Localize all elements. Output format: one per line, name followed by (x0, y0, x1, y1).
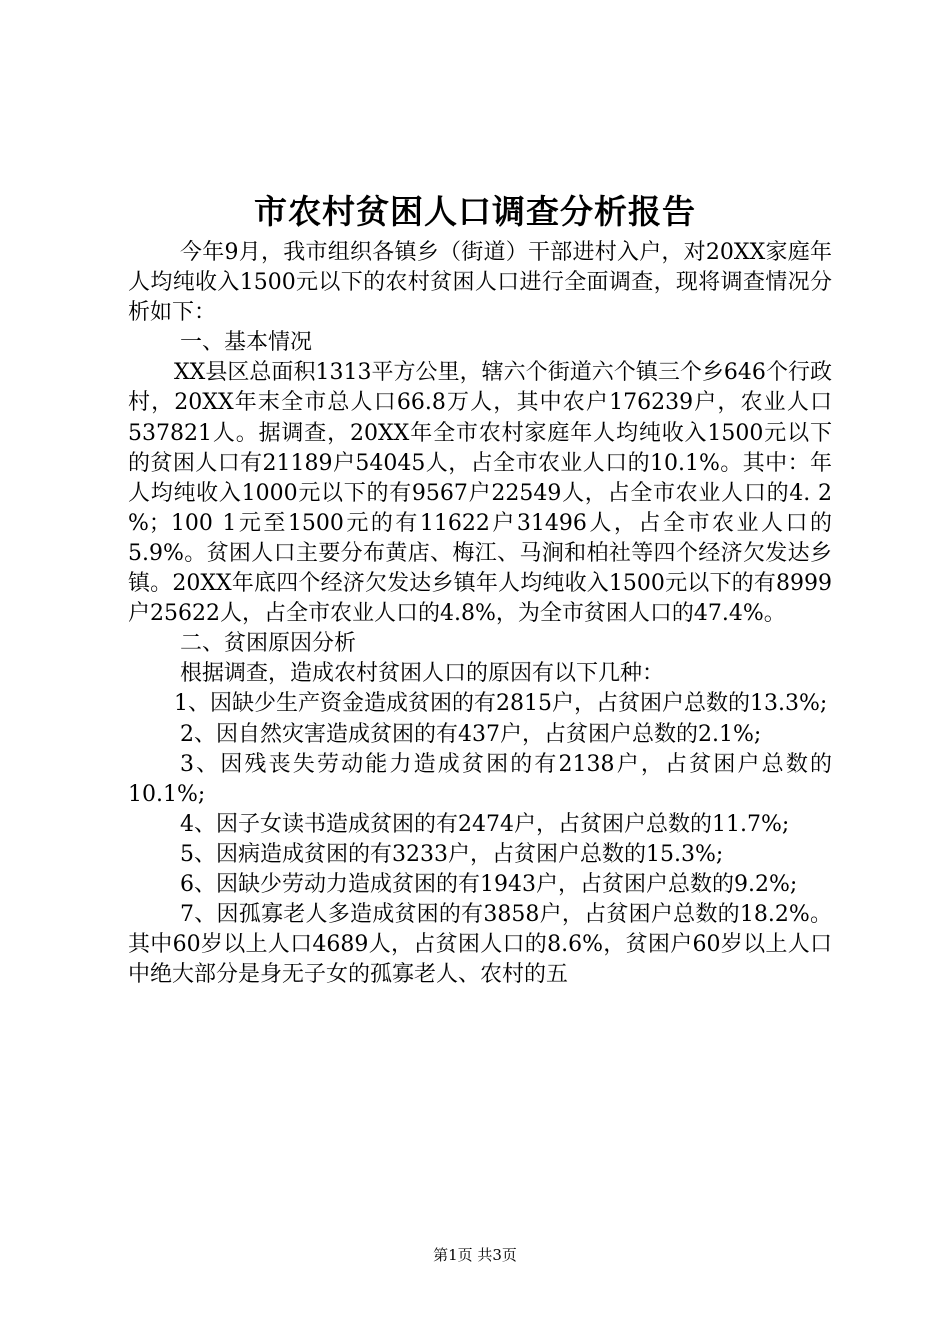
list-item-cause-4: 4、因子女读书造成贫困的有2474户，占贫困户总数的11.7%; (180, 811, 790, 837)
list-item-cause-7: 7、因孤寡老人多造成贫困的有3858户，占贫困户总数的18.2%。其中60岁以上人口4689人，占贫困人口的8.6%，贫困户60岁以上人口中绝大部分是身无子女的孤寡老人、农村的五 (128, 902, 832, 988)
list-item-cause-5: 5、因病造成贫困的有3233户，占贫困户总数的15.3%; (180, 841, 724, 867)
paragraph-basic-situation: XX县区总面积1313平方公里，辖六个街道六个镇三个乡646个行政村，20XX年末全市总人口66.8万人，其中农户176239户，农业人口537821人。据调查，20XX年全市农村家庭年人均纯收入1500元以下的贫困人口有21189户54045人，占全市农业人口的10.1%。其中：年人均纯收入1000元以下的有9567户22549人，占全市农业人口的4. 2 %；100 1元至1500元的有11622户31496人，占全市农业人口的5.9%。贫困人口主要分布黄店、梅江、马涧和柏社等四个经济欠发达乡镇。20XX年底四个经济欠发达乡镇年人均纯收入1500元以下的有8999户25622人，占全市农业人口的4.8%，为全市贫困人口的47.4%。 (128, 360, 832, 627)
list-item-cause-1: 1、因缺少生产资金造成贫困的有2815户，占贫困户总数的13.3%; (174, 691, 828, 717)
paragraph-causes-intro: 根据调查，造成农村贫困人口的原因有以下几种： (180, 661, 665, 687)
document-title: 市农村贫困人口调查分析报告 (254, 192, 696, 231)
section-heading-causes: 二、贫困原因分析 (180, 631, 357, 657)
paragraph-intro: 今年9月，我市组织各镇乡（街道）干部进村入户，对20XX家庭年人均纯收入1500元以下的农村贫困人口进行全面调查，现将调查情况分析如下： (128, 240, 832, 326)
list-item-cause-6: 6、因缺少劳动力造成贫困的有1943户，占贫困户总数的9.2%; (180, 871, 798, 897)
document-body (128, 238, 832, 990)
section-heading-basic: 一、基本情况 (180, 330, 313, 356)
list-item-cause-2: 2、因自然灾害造成贫困的有437户，占贫困户总数的2.1%; (180, 721, 762, 747)
list-item-cause-3: 3、因残丧失劳动能力造成贫困的有2138户，占贫困户总数的10.1%; (128, 751, 832, 807)
page-number-footer: 第1页 共3页 (433, 1246, 517, 1264)
